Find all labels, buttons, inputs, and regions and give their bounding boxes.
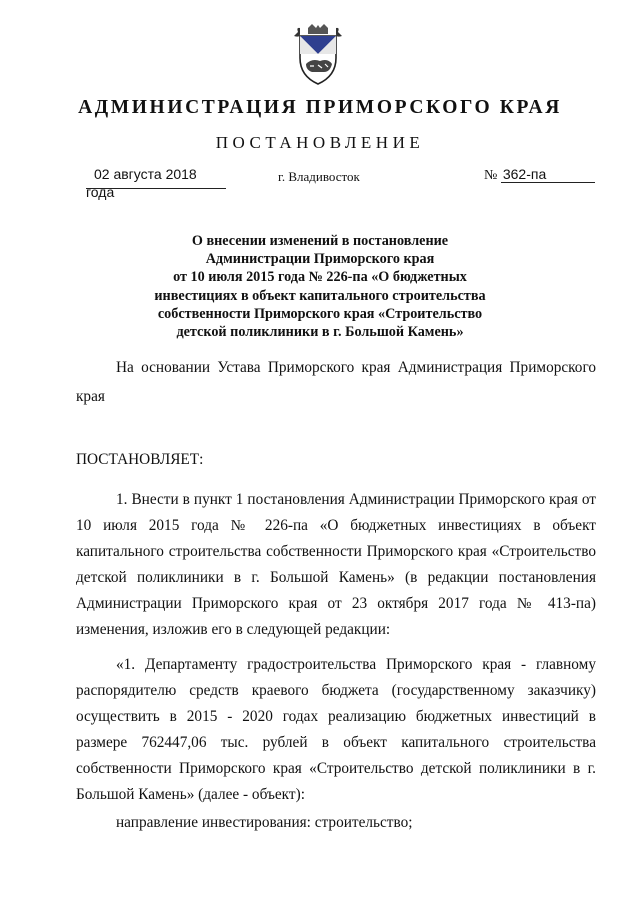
subject-line: Администрации Приморского края bbox=[205, 251, 435, 268]
coat-of-arms-icon bbox=[290, 24, 346, 86]
date-field bbox=[86, 166, 226, 200]
subject-line: детской поликлиники в г. Большой Камень» bbox=[176, 324, 464, 341]
number-sign: № bbox=[484, 168, 498, 183]
subject-line: О внесении изменений в постановление bbox=[191, 233, 449, 249]
document-date: 02 августа 2018 года bbox=[86, 166, 197, 200]
investment-direction-paragraph: направление инвестирования: строительство; bbox=[116, 814, 413, 831]
document-number: 362-па bbox=[501, 166, 595, 183]
subject-line: инвестициях в объект капитального строительства bbox=[154, 287, 486, 304]
document-subject bbox=[120, 232, 520, 341]
number-field bbox=[484, 166, 598, 188]
decree-heading: ПОСТАНОВЛЯЕТ: bbox=[76, 451, 204, 468]
organization-title: АДМИНИСТРАЦИЯ ПРИМОРСКОГО КРАЯ bbox=[78, 97, 562, 118]
quoted-item-paragraph: «1. Департаменту градостроительства Приморского края - главному распорядителю средств краевого бюджета (государственному заказчику) осуществить в 2015 - 2020 годах реализацию бюджетных инвестиций в размере 762447,06 тыс. рублей в объект капитального строительства собственности Приморского края «Строительство детской поликлиники в г. Большой Камень» (далее - объект): bbox=[76, 656, 596, 803]
subject-line: собственности Приморского края «Строительство bbox=[157, 305, 483, 322]
subject-line: от 10 июля 2015 года № 226-па «О бюджетных bbox=[173, 269, 467, 286]
document-type: ПОСТАНОВЛЕНИЕ bbox=[215, 133, 425, 152]
basis-paragraph: На основании Устава Приморского края Администрация Приморского края bbox=[76, 359, 596, 405]
item-1-paragraph: 1. Внести в пункт 1 постановления Администрации Приморского края от 10 июля 2015 года № 226-па «О бюджетных инвестициях в объект капитального строительства собственности Приморского края «Строительство детской поликлиники в г. Большой Камень» (в редакции постановления Администрации Приморского края от 23 октября 2017 года № 413-па) изменения, изложив его в следующей редакции: bbox=[76, 491, 596, 638]
document-city: г. Владивосток bbox=[278, 169, 360, 184]
